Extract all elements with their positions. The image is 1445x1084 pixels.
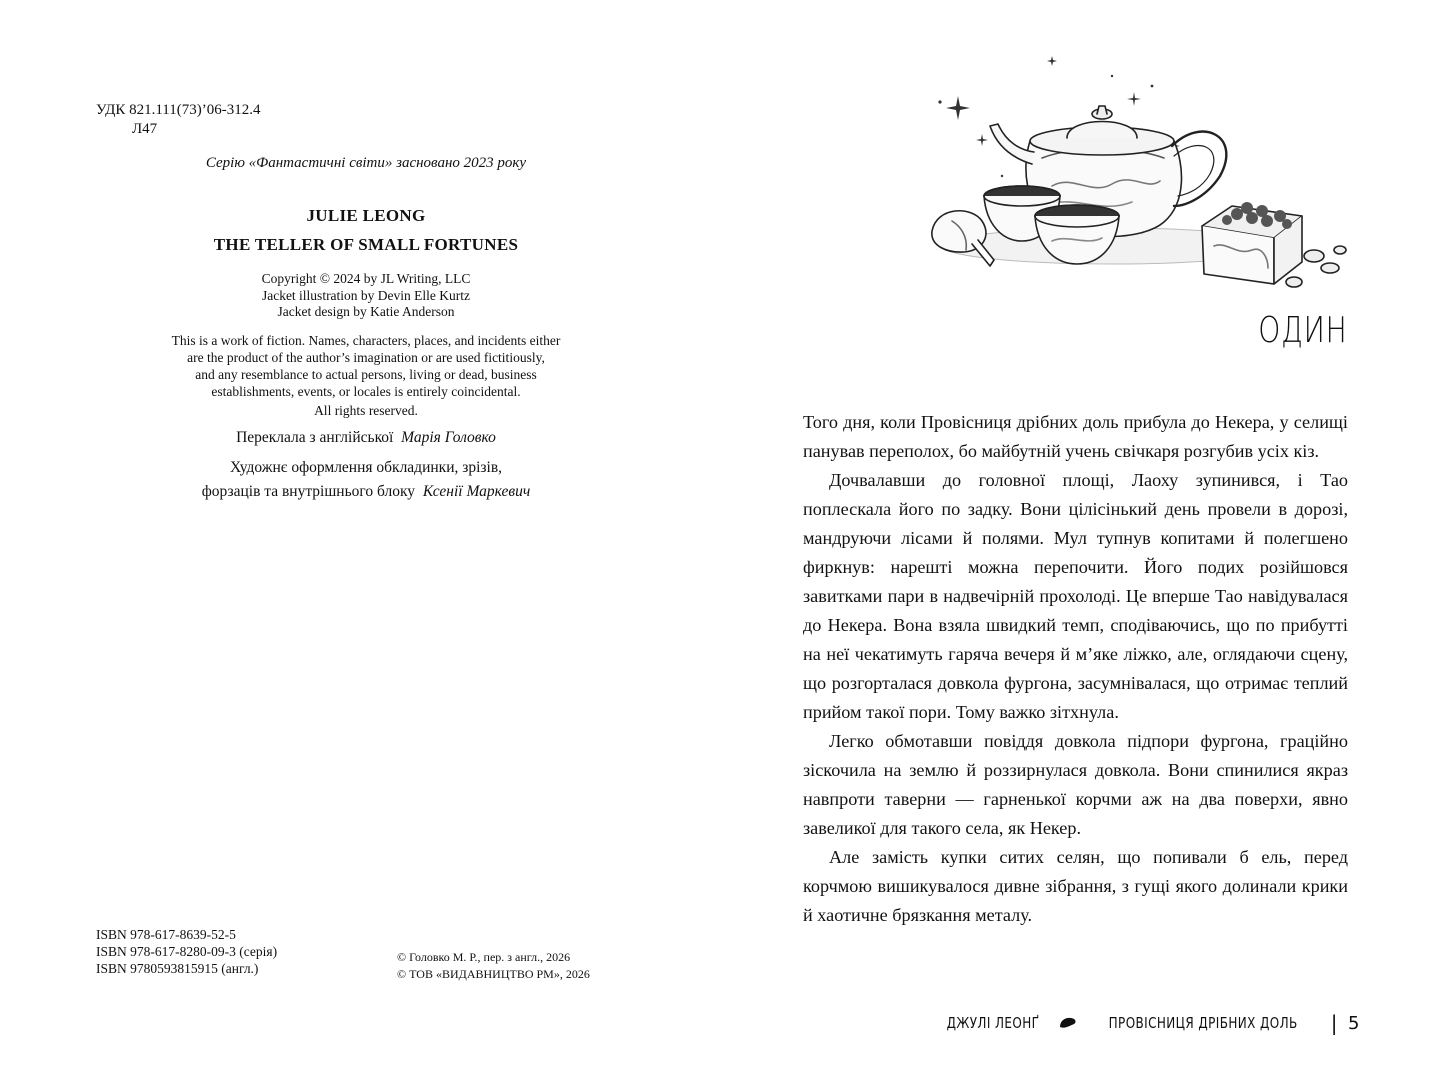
paragraph: Але замість купки ситих селян, що попивали б ель, перед корчмою вишикувалося дивне зібрання, з гущі якого долинали крики й хаотичне брязкання металу.	[803, 847, 1348, 925]
design-line-1: Художнє оформлення обкладинки, зрізів,	[229, 459, 503, 476]
disclaimer-line: are the product of the author’s imagination or are used fictitiously,	[187, 350, 545, 365]
designer-name: Ксенії Маркевич	[422, 483, 531, 500]
paragraph: Того дня, коли Провісниця дрібних доль прибула до Некера, у селищі панував переполох, бо майбутній учень свічкаря розгубив усіх кіз.	[803, 412, 1348, 461]
credits-block	[96, 271, 636, 321]
local-copyrights	[397, 949, 590, 982]
translator-name: Марія Головко	[401, 429, 496, 446]
fiction-disclaimer	[96, 332, 636, 400]
footer-separator: |	[1330, 1011, 1339, 1035]
paragraph: Легко обмотавши повіддя довкола підпори фургона, граційно зіскочила на землю й роззирнулася довкола. Вони спинилися якраз навпроти таверни — гарненької корчми аж на два поверхи, явно завеликої для такого села, як Некер.	[803, 731, 1348, 838]
footer-author: ДЖУЛІ ЛЕОНҐ	[946, 1014, 1039, 1032]
chapter-body	[803, 408, 1348, 930]
footer-book-title: ПРОВІСНИЦЯ ДРІБНИХ ДОЛЬ	[1108, 1014, 1298, 1032]
copyright-publisher: © ТОВ «ВИДАВНИЦТВО РМ», 2026	[397, 966, 590, 981]
chapter-title: ОДИН	[1258, 310, 1348, 351]
design-line-2	[96, 480, 636, 504]
copyright-translation: © Головко М. Р., пер. з англ., 2026	[397, 950, 571, 964]
paragraph: Дочвалавши до головної площі, Лаоху зупинився, і Тао поплескала його по задку. Вони цілісінький день провели в дорозі, мандруючи лісами й полями. Мул тупнув копитами й полегшено фиркнув: нарешті можна перепочити. Його подих розійшовся завитками пари в надвечірній прохолоді. Це вперше Тао навідувалася до Некера. Вона взяла швидкий темп, сподіваючись, що по прибутті на неї чекатимуть гаряча вечеря й м’яке ліжко, але, оглядаючи сцену, що розгорталася довкола фургона, засумнівалася, що отримає теплий прийом такої пори. Тому важко зітхнула.	[803, 470, 1348, 722]
teapot-cups-fortune-cookie-illustration	[902, 46, 1362, 296]
udk-block	[96, 101, 260, 139]
original-title: THE TELLER OF SMALL FORTUNES	[213, 235, 519, 254]
udk-code: УДК 821.111(73)’06-312.4	[96, 102, 261, 118]
series-note: Серію «Фантастичні світи» засновано 2023 року	[205, 155, 527, 171]
isbn-line: ISBN 978-617-8639-52-5	[96, 927, 236, 942]
original-author: JULIE LEONG	[306, 206, 426, 225]
isbn-line: ISBN 9780593815915 (англ.)	[96, 961, 259, 976]
isbn-line: ISBN 978-617-8280-09-3 (серія)	[96, 944, 278, 959]
disclaimer-line: This is a work of fiction. Names, characters, places, and incidents either	[171, 333, 561, 348]
copyright-line: Copyright © 2024 by JL Writing, LLC	[261, 271, 471, 286]
jacket-illustration-credit: Jacket illustration by Devin Elle Kurtz	[261, 287, 471, 303]
disclaimer-line: establishments, events, or locales is entirely coincidental.	[211, 384, 521, 399]
original-title-block	[96, 201, 636, 259]
translator-credit	[96, 429, 636, 447]
right-page	[722, 0, 1445, 1084]
page-number: 5	[1348, 1012, 1360, 1034]
translated-label: Переклала з англійської	[236, 429, 394, 446]
design-label: форзаців та внутрішнього блоку	[201, 483, 416, 500]
running-footer	[935, 1011, 1360, 1035]
disclaimer-line: and any resemblance to actual persons, living or dead, business	[195, 367, 537, 382]
rights-reserved: All rights reserved.	[314, 403, 418, 418]
isbn-block	[96, 926, 277, 977]
author-mark: Л47	[132, 121, 158, 137]
jacket-design-credit: Jacket design by Katie Anderson	[277, 304, 455, 319]
left-page	[0, 0, 722, 1084]
fortune-cookie-icon	[1059, 1015, 1077, 1031]
design-credit	[96, 456, 636, 504]
